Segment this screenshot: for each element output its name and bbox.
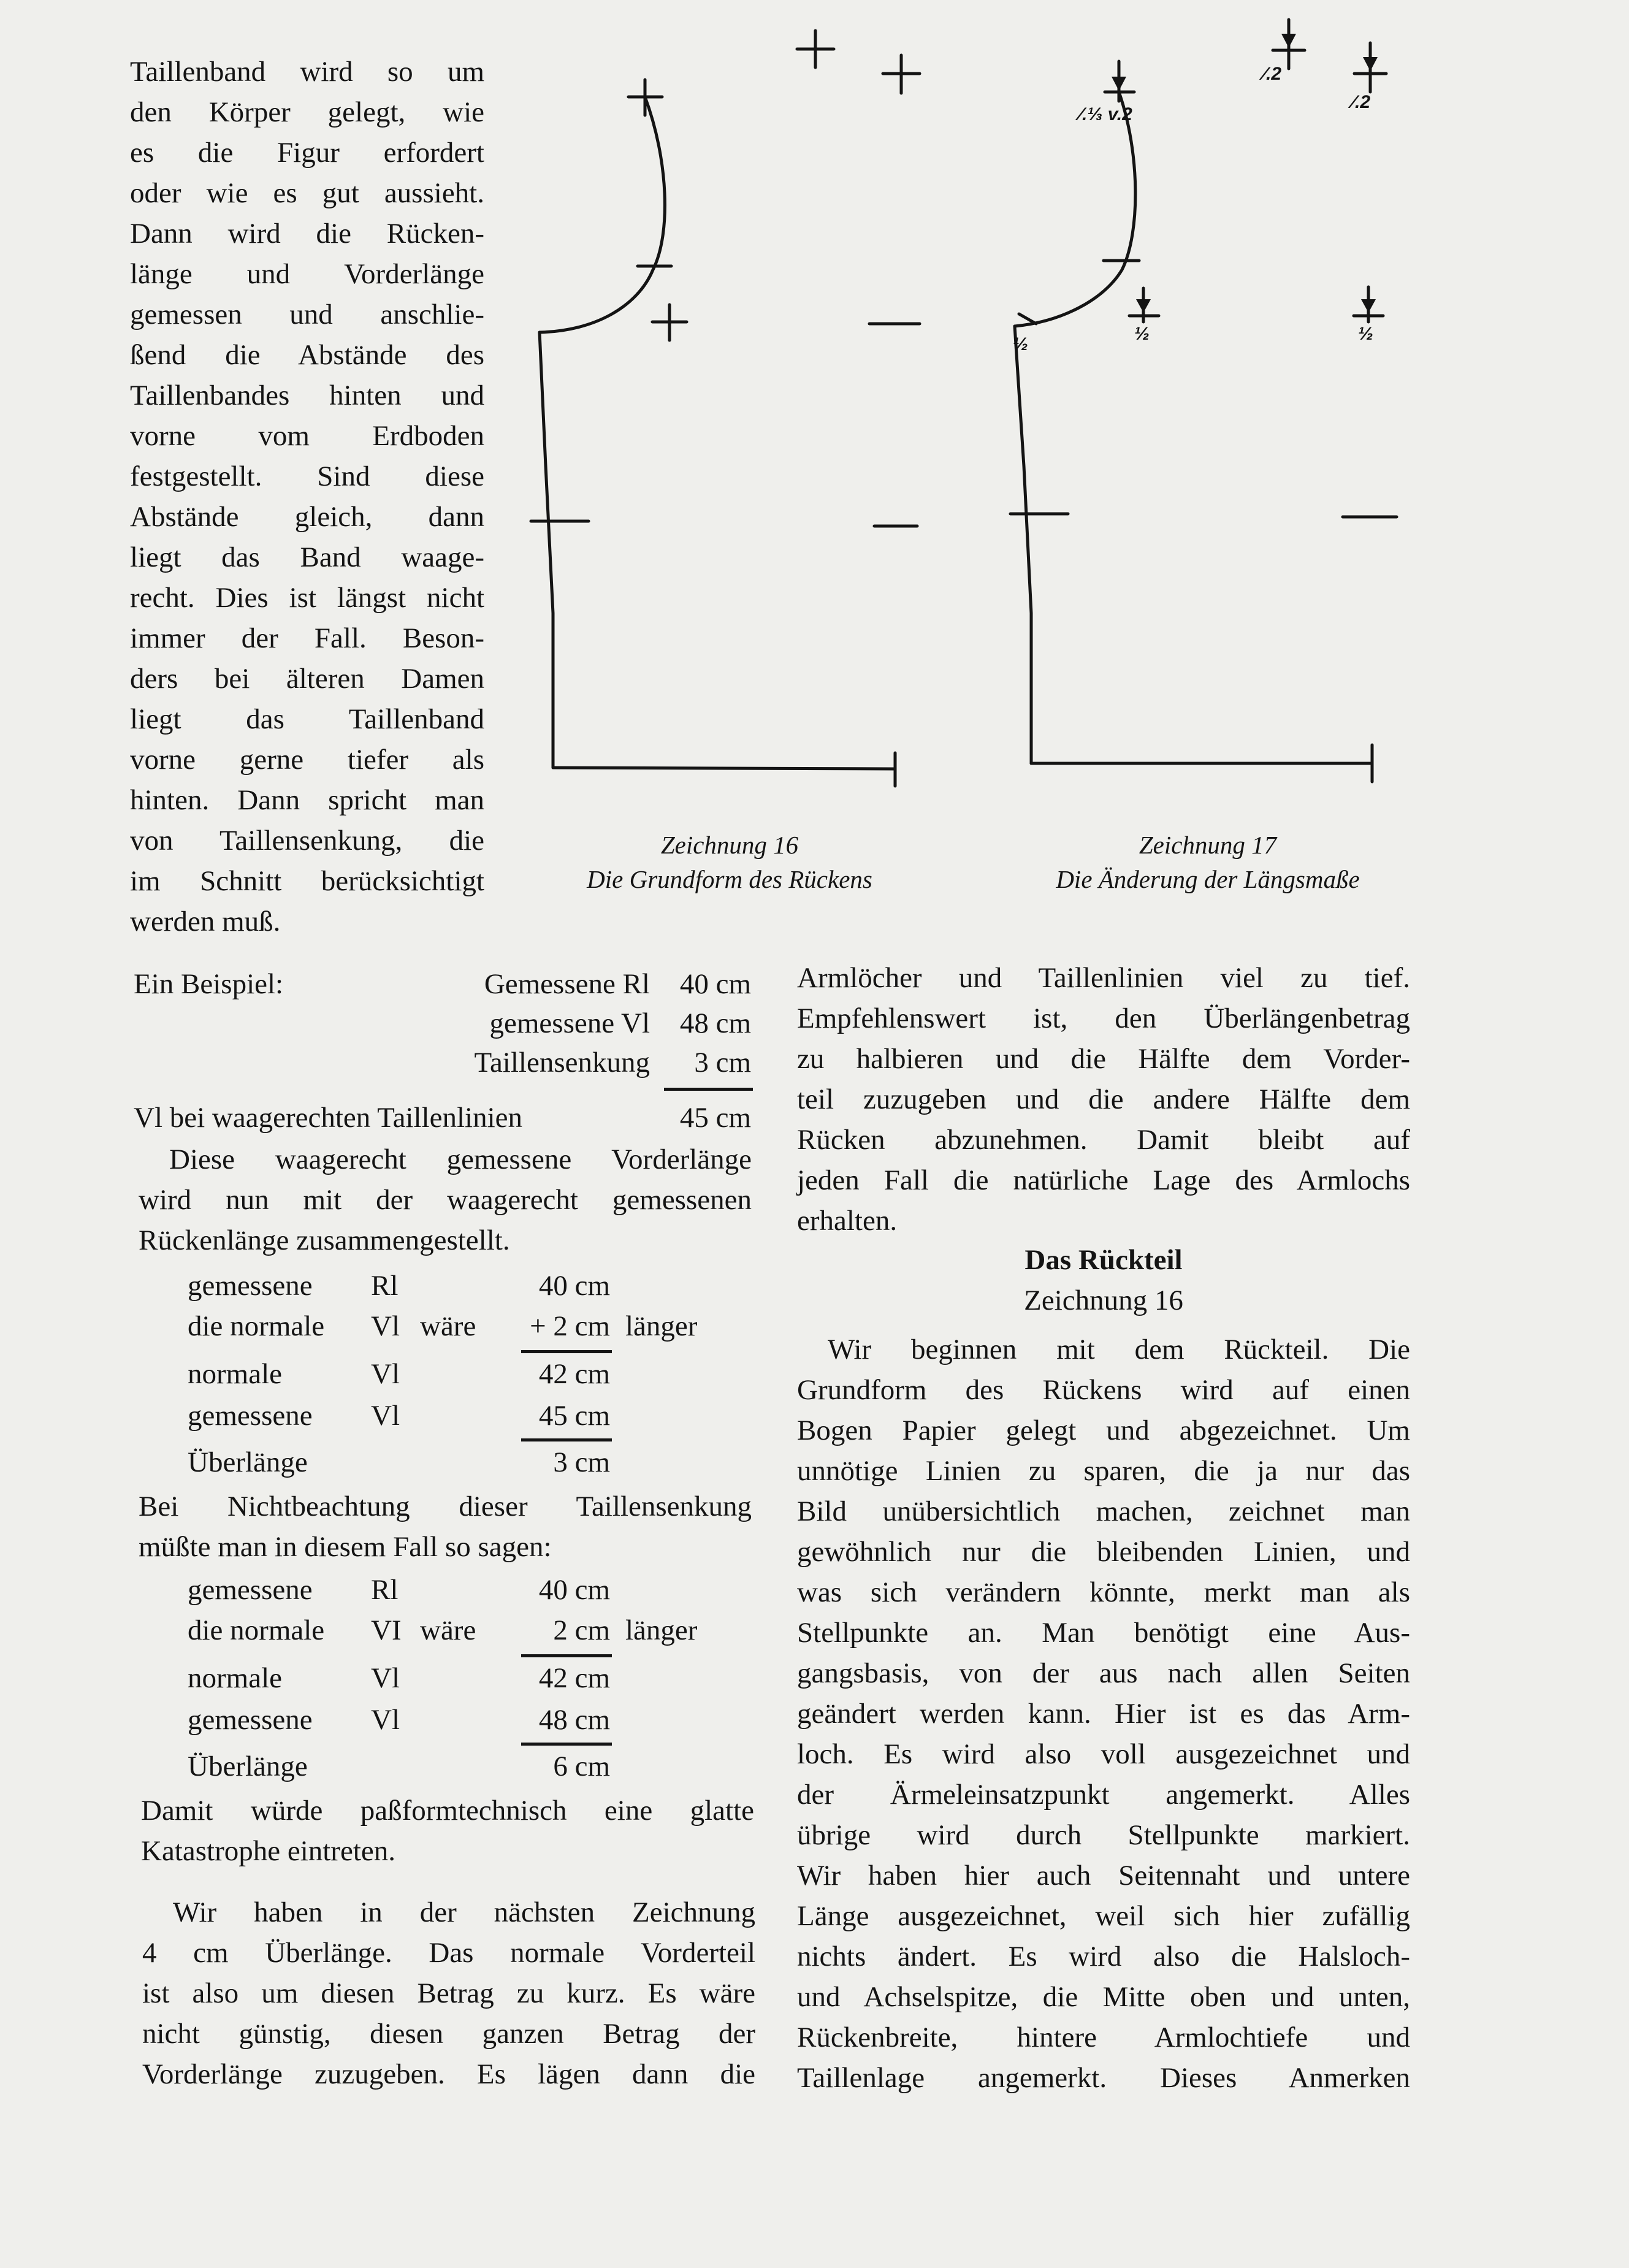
calc-label: die normale bbox=[188, 1310, 325, 1342]
example-row-label: gemessene Vl bbox=[489, 1007, 650, 1039]
text-line: im Schnitt berücksichtigt bbox=[130, 865, 484, 897]
right-paragraph-1 bbox=[797, 958, 1410, 1241]
calc-measure: VI bbox=[371, 1614, 402, 1646]
fig16-caption-number: Zeichnung 16 bbox=[660, 831, 799, 859]
text-line: von Taillensenkung, die bbox=[130, 825, 484, 857]
text-line: wird nun mit der waagerecht gemessenen bbox=[139, 1184, 752, 1216]
right-paragraph-2 bbox=[797, 1329, 1410, 2098]
text-line: Rückenlänge zusammengestellt. bbox=[139, 1224, 510, 1256]
fig16-caption bbox=[527, 828, 932, 896]
text-line: ist also um diesen Betrag zu kurz. Es wäre bbox=[142, 1977, 755, 2009]
calc-value: 3 cm bbox=[553, 1446, 610, 1478]
calc-verb: wäre bbox=[420, 1310, 476, 1342]
text-line: loch. Es wird also voll ausgezeichnet und bbox=[797, 1738, 1410, 1770]
text-line: Taillenband wird so um bbox=[130, 56, 484, 88]
fig17-arrowhead bbox=[1136, 299, 1151, 313]
text-line: 4 cm Überlänge. Das normale Vorderteil bbox=[142, 1937, 755, 1969]
text-line: den Körper gelegt, wie bbox=[130, 96, 484, 128]
text-line: Empfehlenswert ist, den Überlängenbetrag bbox=[797, 1002, 1410, 1034]
calc-measure: Rl bbox=[371, 1270, 399, 1302]
text-line: zu halbieren und die Hälfte dem Vorder- bbox=[797, 1043, 1410, 1075]
fig17-caption-title: Die Änderung der Längsmaße bbox=[1056, 865, 1360, 893]
calc-value: 42 cm bbox=[538, 1358, 610, 1390]
text-line: es die Figur erfordert bbox=[130, 137, 484, 169]
text-line: Damit würde paßformtechnisch eine glatte bbox=[141, 1795, 754, 1827]
example-result-value: 45 cm bbox=[679, 1102, 751, 1134]
neglect-paragraph bbox=[139, 1486, 752, 1567]
text-line: geändert werden kann. Hier ist es das Arm- bbox=[797, 1698, 1410, 1730]
text-line: liegt das Band waage- bbox=[130, 541, 484, 573]
text-line: vorne vom Erdboden bbox=[130, 420, 484, 452]
combine-paragraph bbox=[139, 1139, 752, 1261]
calc-label: gemessene bbox=[188, 1574, 313, 1606]
fig17-armhole-line bbox=[1015, 92, 1135, 326]
text-line: müßte man in diesem Fall so sagen: bbox=[139, 1531, 552, 1563]
calc-label: die normale bbox=[188, 1614, 325, 1646]
fig17-arrow-marker bbox=[1019, 314, 1036, 324]
text-line: recht. Dies ist längst nicht bbox=[130, 582, 484, 614]
text-line: liegt das Taillenband bbox=[130, 703, 484, 735]
calc-value: + 2 cm bbox=[530, 1310, 610, 1342]
calc-value: 42 cm bbox=[538, 1662, 610, 1694]
text-line: übrige wird durch Stellpunkte markiert. bbox=[797, 1819, 1410, 1851]
fig17-arrowhead bbox=[1363, 57, 1378, 71]
text-line: unnötige Linien zu sparen, die ja nur das bbox=[797, 1455, 1410, 1487]
calc-label: normale bbox=[188, 1662, 282, 1694]
calc-value: 48 cm bbox=[538, 1704, 610, 1736]
section-subtitle: Zeichnung 16 bbox=[1024, 1285, 1183, 1316]
text-line: Wir haben hier auch Seitennaht und untere bbox=[797, 1860, 1410, 1892]
calc-label: gemessene bbox=[188, 1270, 313, 1302]
text-line: ßend die Abstände des bbox=[130, 339, 484, 371]
example-row-value: 40 cm bbox=[679, 968, 751, 1000]
calc-value: 40 cm bbox=[538, 1270, 610, 1302]
text-line: der Ärmeleinsatzpunkt angemerkt. Alles bbox=[797, 1779, 1410, 1811]
text-line: länge und Vorderlänge bbox=[130, 258, 484, 290]
text-line: Dann wird die Rücken- bbox=[130, 218, 484, 250]
text-line: Wir haben in der nächsten Zeichnung bbox=[173, 1896, 755, 1928]
text-line: Armlöcher und Taillenlinien viel zu tief. bbox=[797, 962, 1410, 994]
example-row-value: 48 cm bbox=[679, 1007, 751, 1039]
text-line: werden muß. bbox=[130, 906, 281, 937]
text-line: Vorderlänge zuzugeben. Es lägen dann die bbox=[142, 2058, 755, 2090]
text-line: gemessen und anschlie- bbox=[130, 299, 484, 330]
fig17-label-minus-half: ⁄.2 bbox=[1352, 92, 1371, 112]
text-line: gangsbasis, von der aus nach allen Seiten bbox=[797, 1657, 1410, 1689]
calc-measure: Vl bbox=[371, 1310, 400, 1342]
calc-measure: Vl bbox=[371, 1704, 400, 1736]
text-line: und Achselspitze, die Mitte oben und unten, bbox=[797, 1981, 1410, 2013]
calc-label: gemessene bbox=[188, 1400, 313, 1432]
example-row-label: Taillensenkung bbox=[474, 1047, 650, 1079]
calc-label: normale bbox=[188, 1358, 282, 1390]
next-drawing-paragraph bbox=[142, 1892, 755, 2094]
fig17-arrowhead bbox=[1112, 77, 1126, 91]
fig17-label-neck: ⁄.⅓ v.2 bbox=[1079, 104, 1132, 124]
text-line: teil zuzugeben und die andere Hälfte dem bbox=[797, 1083, 1410, 1115]
section-title: Das Rückteil bbox=[1024, 1244, 1183, 1276]
text-line: Länge ausgezeichnet, weil sich hier zufällig bbox=[797, 1900, 1410, 1932]
calc-suffix: länger bbox=[625, 1614, 698, 1646]
sum-rule bbox=[521, 1654, 612, 1657]
text-line: jeden Fall die natürliche Lage des Armlochs bbox=[797, 1164, 1410, 1196]
calc-value: 40 cm bbox=[538, 1574, 610, 1606]
text-line: Rückenbreite, hintere Armlochtiefe und bbox=[797, 2022, 1410, 2053]
text-line: Katastrophe eintreten. bbox=[141, 1835, 395, 1867]
text-line: Taillenbandes hinten und bbox=[130, 380, 484, 411]
text-line: immer der Fall. Beson- bbox=[130, 622, 484, 654]
calc-verb: wäre bbox=[420, 1614, 476, 1646]
text-line: erhalten. bbox=[797, 1205, 898, 1237]
fig17-label-minus-half: ⁄.2 bbox=[1263, 64, 1282, 84]
text-line: Stellpunkte an. Man benötigt eine Aus- bbox=[797, 1617, 1410, 1649]
fig17-arrowhead bbox=[1281, 34, 1296, 48]
fig17-label-half: ½ bbox=[1013, 334, 1029, 354]
fig17-arrowhead bbox=[1361, 299, 1376, 313]
text-line: vorne gerne tiefer als bbox=[130, 744, 484, 776]
text-line: gewöhnlich nur die bleibenden Linien, und bbox=[797, 1536, 1410, 1568]
text-line: Abstände gleich, dann bbox=[130, 501, 484, 533]
sum-rule bbox=[521, 1743, 612, 1746]
catastrophe-paragraph bbox=[141, 1790, 754, 1871]
calc-value: 6 cm bbox=[553, 1751, 610, 1782]
sum-rule bbox=[521, 1438, 612, 1441]
sum-rule bbox=[664, 1088, 753, 1091]
example-row-label: Gemessene Rl bbox=[484, 968, 650, 1000]
text-line: ders bei älteren Damen bbox=[130, 663, 484, 695]
text-line: Bei Nichtbeachtung dieser Taillensenkung bbox=[139, 1491, 752, 1522]
calc-measure: Vl bbox=[371, 1400, 400, 1432]
text-line: festgestellt. Sind diese bbox=[130, 460, 484, 492]
example-label: Ein Beispiel: bbox=[134, 968, 284, 1000]
fig16-caption-title: Die Grundform des Rückens bbox=[587, 865, 872, 893]
text-line: Diese waagerecht gemessene Vorderlänge bbox=[169, 1144, 752, 1175]
calc-label: Überlänge bbox=[188, 1446, 308, 1478]
text-line: nicht günstig, diesen ganzen Betrag der bbox=[142, 2018, 755, 2050]
calc-label: Überlänge bbox=[188, 1751, 308, 1782]
fig17-label-half: ½ bbox=[1134, 324, 1150, 344]
calc-value: 45 cm bbox=[538, 1400, 610, 1432]
fig17-caption bbox=[1005, 828, 1410, 896]
text-line: Grundform des Rückens wird auf einen bbox=[797, 1374, 1410, 1406]
text-line: was sich verändern könnte, merkt man als bbox=[797, 1576, 1410, 1608]
text-line: Rücken abzunehmen. Damit bleibt auf bbox=[797, 1124, 1410, 1156]
text-line: Bogen Papier gelegt und abgezeichnet. Um bbox=[797, 1415, 1410, 1446]
calc-measure: Rl bbox=[371, 1574, 399, 1606]
text-line: Wir beginnen mit dem Rückteil. Die bbox=[828, 1334, 1410, 1365]
calc-measure: Vl bbox=[371, 1358, 400, 1390]
calc-suffix: länger bbox=[625, 1310, 698, 1342]
fig17-label-half: ½ bbox=[1358, 324, 1374, 344]
example-result-label: Vl bei waagerechten Taillenlinien bbox=[134, 1102, 522, 1134]
calc-label: gemessene bbox=[188, 1704, 313, 1736]
text-line: Taillenlage angemerkt. Dieses Anmerken bbox=[797, 2062, 1410, 2094]
calc-measure: Vl bbox=[371, 1662, 400, 1694]
calc-value: 2 cm bbox=[553, 1614, 610, 1646]
fig17-caption-number: Zeichnung 17 bbox=[1139, 831, 1277, 859]
sum-rule bbox=[521, 1350, 612, 1353]
example-row-value: 3 cm bbox=[694, 1047, 751, 1079]
fig17-side-line bbox=[1015, 326, 1031, 763]
text-line: Bild unübersichtlich machen, zeichnet man bbox=[797, 1495, 1410, 1527]
text-line: oder wie es gut aussieht. bbox=[130, 177, 484, 209]
text-line: hinten. Dann spricht man bbox=[130, 784, 484, 816]
text-line: nichts ändert. Es wird also die Halsloch- bbox=[797, 1941, 1410, 1972]
